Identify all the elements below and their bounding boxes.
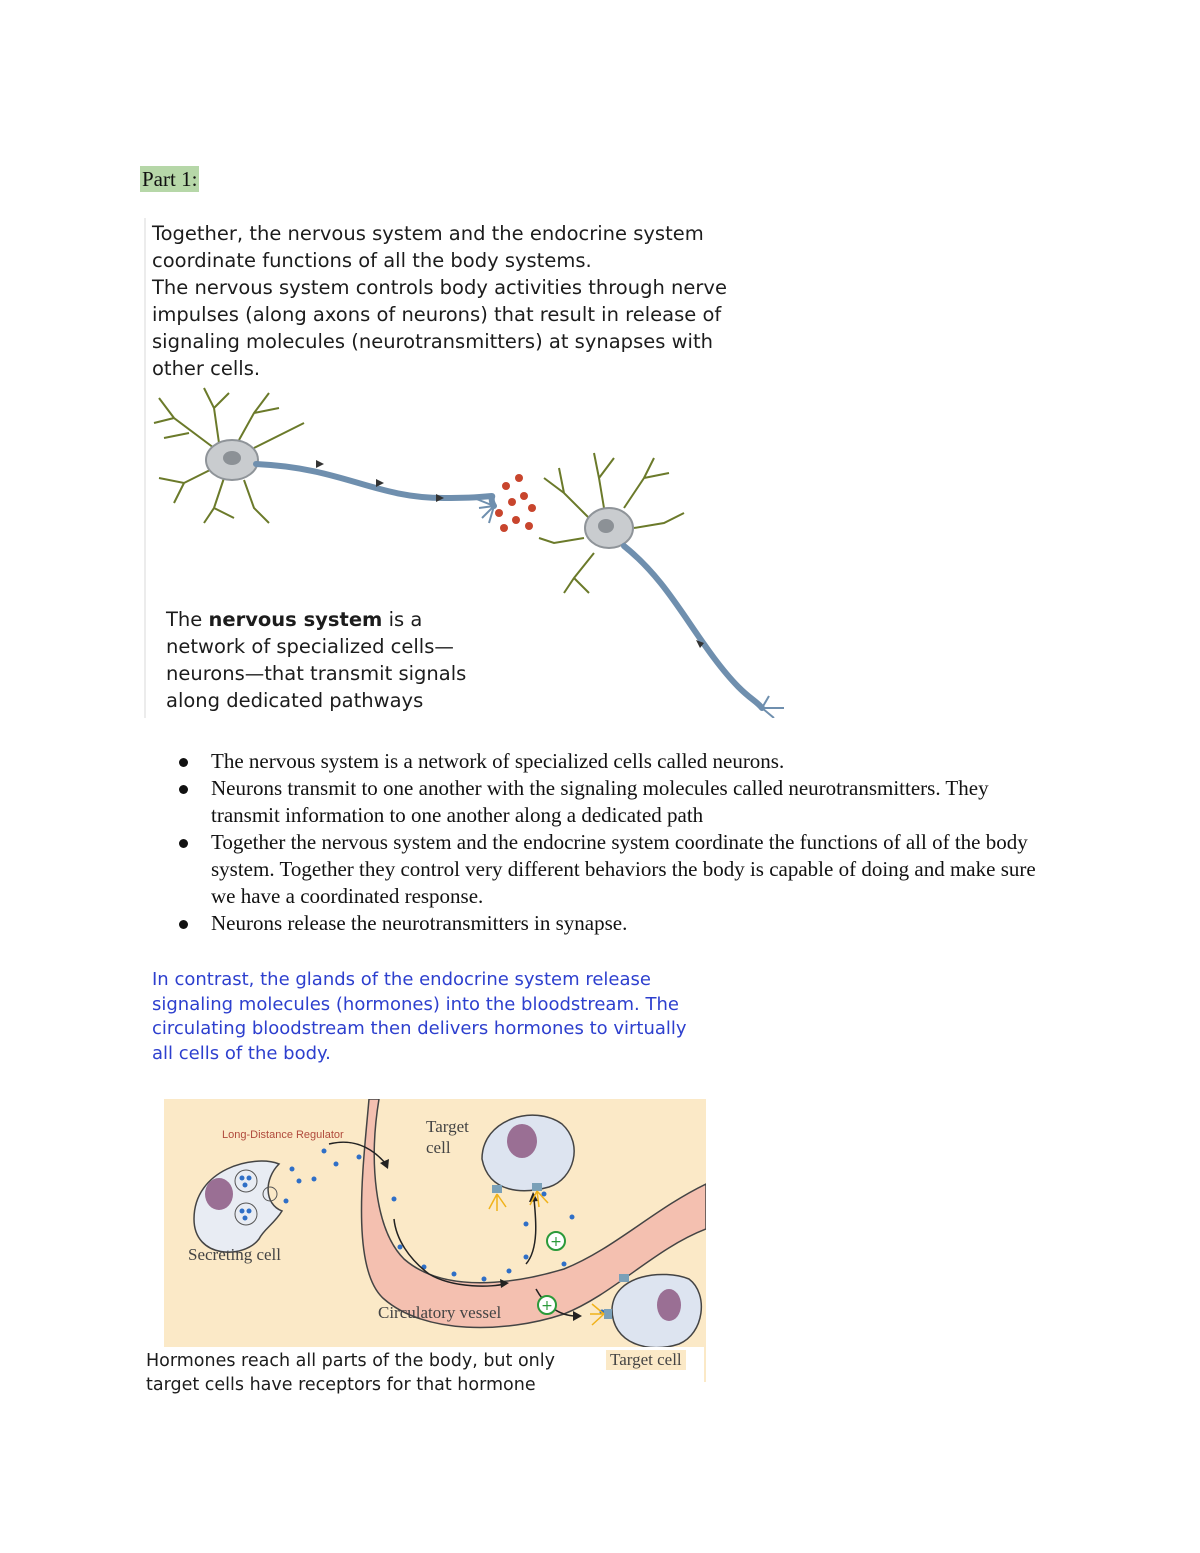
intro-line: The nervous system controls body activities through nerve (152, 276, 727, 299)
svg-text:+: + (550, 1234, 562, 1250)
caption-line: neurons—that transmit signals (166, 662, 467, 685)
hormone-diagram (164, 1099, 706, 1382)
caption-first-line (166, 606, 526, 633)
secreting-nucleus (205, 1178, 233, 1210)
hormone-caption-line: Hormones reach all parts of the body, but only (146, 1351, 555, 1371)
nervous-intro-text (152, 220, 792, 382)
intro-line: Together, the nervous system and the endocrine system (152, 222, 704, 245)
list-item: Neurons transmit to one another with the signaling molecules called neurotransmitters. They transmit information to one another along a dedicated path (176, 775, 1056, 829)
hormone-caption (146, 1349, 596, 1397)
endocrine-line: In contrast, the glands of the endocrine system release (152, 969, 651, 990)
circulatory-vessel-label: Circulatory vessel (378, 1303, 502, 1322)
target-cell-bottom-label: Target cell (606, 1350, 686, 1370)
caption-line: along dedicated pathways (166, 689, 424, 712)
endocrine-line: all cells of the body. (152, 1042, 331, 1064)
intro-line: coordinate functions of all the body systems. (152, 249, 592, 272)
target-cell-label-line2: cell (426, 1138, 451, 1157)
list-item: The nervous system is a network of specialized cells called neurons. (176, 748, 1056, 775)
target-cell-label-line1: Target (426, 1117, 469, 1136)
endocrine-text (152, 968, 752, 1066)
caption-prefix: The (166, 608, 209, 631)
nervous-caption (166, 606, 526, 714)
target-cell-bottom (612, 1274, 701, 1347)
endocrine-line: circulating bloodstream then delivers hormones to virtually (152, 1018, 687, 1039)
list-item: Neurons release the neurotransmitters in synapse. (176, 910, 1056, 937)
notes-list (176, 748, 1056, 937)
caption-line: network of specialized cells— (166, 635, 454, 658)
secreting-cell-label: Secreting cell (188, 1245, 281, 1264)
endocrine-line: signaling molecules (hormones) into the bloodstream. The (152, 993, 679, 1015)
list-item: Together the nervous system and the endocrine system coordinate the functions of all of the body system. Together they control very different behaviors the body is capable of doing and make sure we have a coordinated response. (176, 829, 1056, 910)
regulator-label: Long-Distance Regulator (222, 1129, 344, 1141)
intro-line: signaling molecules (neurotransmitters) at synapses with (152, 330, 713, 353)
caption-bold: nervous system (208, 608, 383, 631)
hormone-caption-line: target cells have receptors for that hormone (146, 1375, 536, 1395)
svg-text:+: + (541, 1298, 553, 1314)
nervous-system-figure (144, 218, 802, 718)
caption-suffix: is a (382, 608, 423, 631)
intro-line: impulses (along axons of neurons) that result in release of (152, 303, 722, 326)
intro-line: other cells. (152, 357, 261, 380)
part-heading: Part 1: (142, 167, 198, 191)
